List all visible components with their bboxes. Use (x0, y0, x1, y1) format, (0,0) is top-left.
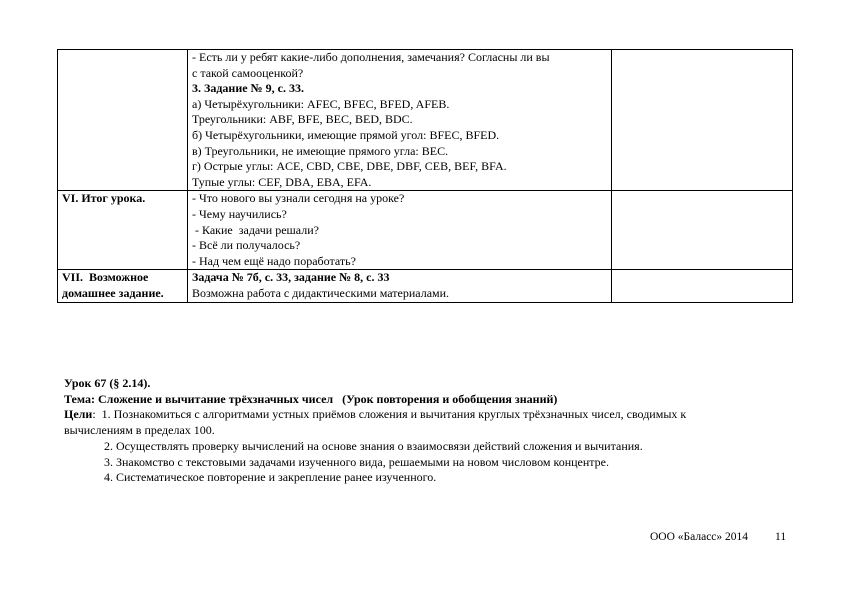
page-footer (650, 531, 790, 543)
stage-cell (58, 270, 188, 302)
content-line: а) Четырёхугольники: AFEC, BFEC, BFED, AFEB. (192, 96, 450, 111)
content-cell (188, 270, 612, 302)
stage-label-cont: домашнее задание. (62, 285, 164, 300)
goal-item: 2. Осуществлять проверку вычислений на основе знания о взаимосвязи действий сложения и вычитания. (104, 438, 643, 453)
content-line: - Что нового вы узнали сегодня на уроке? (192, 191, 405, 206)
stage-cell (58, 50, 188, 191)
task-heading: 3. Задание № 9, с. 33. (192, 81, 304, 96)
content-line: в) Треугольники, не имеющие прямого угла: BEC. (192, 143, 449, 158)
publisher-credit: ООО «Баласс» 2014 (650, 531, 749, 543)
notes-cell (612, 191, 793, 270)
content-line: б) Четырёхугольники, имеющие прямой угол: BFEC, BFED. (192, 127, 500, 142)
lesson-number: Урок 67 (§ 2.14). (64, 376, 151, 390)
content-line: Треугольники: ABF, BFE, BEC, BED, BDC. (192, 112, 413, 127)
content-line: с такой самооценкой? (192, 65, 304, 80)
page-number: 11 (775, 531, 787, 543)
topic-label: Тема (64, 391, 91, 406)
content-line: Возможна работа с дидактическими материалами. (192, 285, 450, 300)
lesson-header (64, 376, 794, 486)
goal-item: 4. Систематическое повторение и закрепление ранее изученного. (104, 470, 437, 485)
table-row (58, 270, 793, 302)
content-line: г) Острые углы: ACE, CBD, CBE, DBE, DBF, CEB, BEF, BFA. (192, 159, 507, 174)
goal-text: : 1. Познакомиться с алгоритмами устных приёмов сложения и вычитания круглых трёхзначных чисел, сводимых к (92, 407, 687, 422)
goals-label: Цели (64, 407, 93, 422)
content-line: - Всё ли получалось? (192, 238, 301, 253)
lesson-topic (64, 392, 794, 408)
notes-cell (612, 50, 793, 191)
content-line: - Над чем ещё надо поработать? (192, 253, 356, 268)
table-row (58, 50, 793, 191)
content-line: - Чему научились? (192, 206, 287, 221)
content-line: Тупые углы: CEF, DBA, EBA, EFA. (192, 174, 372, 189)
notes-cell (612, 270, 793, 302)
content-cell (188, 191, 612, 270)
lesson-goals (64, 407, 794, 423)
content-line: - Какие задачи решали? (192, 222, 319, 237)
content-cell (188, 50, 612, 191)
goal-text-cont: вычислениям в пределах 100. (64, 423, 215, 438)
goal-item: 3. Знакомство с текстовыми задачами изученного вида, решаемыми на новом числовом концентре. (104, 454, 609, 469)
content-line: - Есть ли у ребят какие-либо дополнения, замечания? Согласны ли вы (192, 50, 550, 64)
lesson-plan-table (57, 49, 793, 303)
topic-text: : Сложение и вычитание трёхзначных чисел (Урок повторения и обобщения знаний) (90, 391, 558, 406)
stage-label: VI. Итог урока. (62, 191, 146, 206)
table-row (58, 191, 793, 270)
homework-task: Задача № 7б, с. 33, задание № 8, с. 33 (192, 270, 390, 285)
stage-cell (58, 191, 188, 270)
stage-label: VII. Возможное (62, 270, 149, 285)
